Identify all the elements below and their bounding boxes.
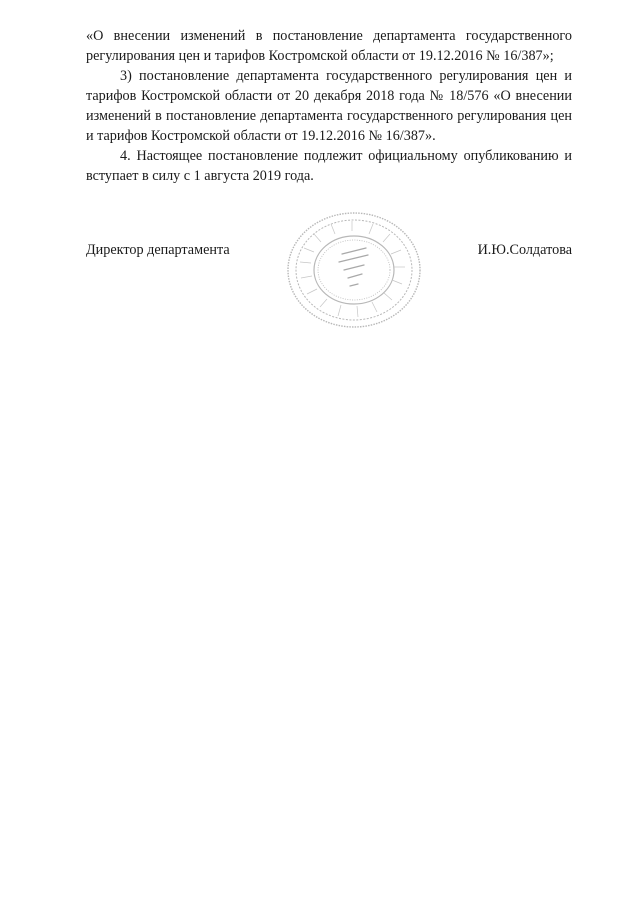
official-seal-icon <box>284 210 424 330</box>
signatory-name: И.Ю.Солдатова <box>477 242 572 258</box>
document-body <box>86 26 572 186</box>
signatory-position: Директор департамента <box>86 242 230 258</box>
paragraph-continuation: «О внесении изменений в постановление департамента государственного регулирования цен и тарифов Костромской области от 19.12.2016 № 16/387»; <box>86 28 572 64</box>
paragraph-item-3: 3) постановление департамента государственного регулирования цен и тарифов Костромской области от 20 декабря 2018 года № 18/576 «О внесении изменений в постановление департамента государственного регулирования цен и тарифов Костромской области от 19.12.2016 № 16/387». <box>86 68 572 144</box>
paragraph-item-4: 4. Настоящее постановление подлежит официальному опубликованию и вступает в силу с 1 августа 2019 года. <box>86 148 572 184</box>
